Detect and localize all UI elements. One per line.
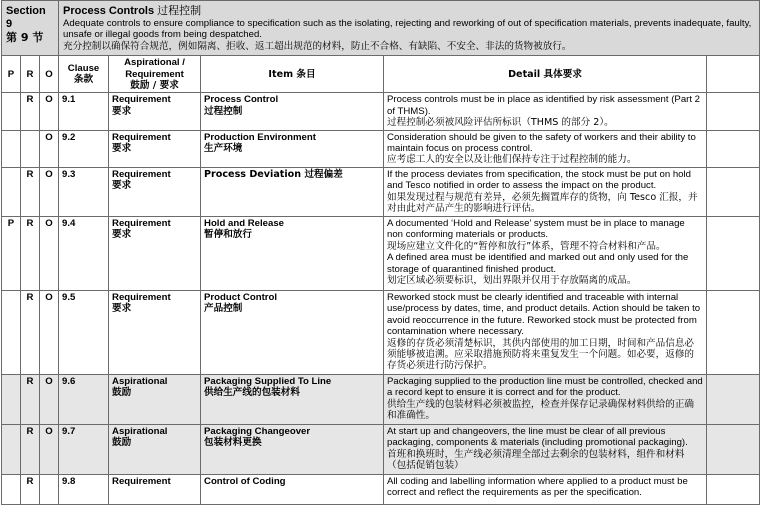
cell-clause: 9.7 (59, 424, 109, 474)
section-description: Adequate controls to ensure compliance to specification such as the isolating, rejecting and reworking of out of specification materials, prevents inadequate, faulty, unsafe or illegal goods from being despatched. (63, 18, 752, 41)
section-title (63, 4, 755, 18)
cell-r: R (21, 290, 40, 374)
cell-blank (707, 374, 760, 424)
col-header-r: R (21, 56, 40, 93)
cell-r: R (21, 216, 40, 290)
cell-type-cn: 要求 (112, 143, 132, 155)
section-label-cn: 第 9 节 (6, 31, 44, 44)
cell-item-cn: 产品控制 (204, 303, 243, 315)
cell-o: O (40, 374, 59, 424)
cell-p (2, 93, 21, 130)
cell-r: R (21, 167, 40, 216)
cell-type (109, 374, 201, 424)
process-controls-table (1, 0, 760, 505)
cell-item (201, 474, 384, 504)
col-header-detail: Detail 具体要求 (384, 56, 707, 93)
cell-p (2, 167, 21, 216)
cell-p (2, 130, 21, 167)
table-row (2, 290, 760, 374)
cell-detail-en: All coding and labelling information where applied to a product must be correct and reflect the requirements as per the specification. (387, 475, 688, 499)
cell-detail (384, 290, 707, 374)
cell-detail (384, 216, 707, 290)
col-header-clause-en: Clause (67, 62, 100, 74)
cell-detail-cn: 供给生产线的包装材料必须被监控，检查并保存记录确保材料供给的正确和准确性。 (387, 398, 695, 422)
cell-o: O (40, 167, 59, 216)
cell-o: O (40, 93, 59, 130)
cell-o: O (40, 290, 59, 374)
cell-clause: 9.6 (59, 374, 109, 424)
cell-type-cn: 鼓励 (112, 387, 132, 399)
cell-item (201, 93, 384, 130)
col-header-clause-cn: 条款 (73, 74, 94, 86)
col-header-clause (59, 56, 109, 93)
cell-item-cn: 生产环境 (204, 143, 243, 155)
cell-o: O (40, 216, 59, 290)
cell-p: P (2, 216, 21, 290)
col-header-o: O (40, 56, 59, 93)
col-header-aspirational-en: Aspirational / Requirement (124, 57, 185, 80)
col-header-item: Item 条目 (201, 56, 384, 93)
cell-type-en: Requirement (112, 291, 171, 303)
cell-item (201, 424, 384, 474)
cell-r: R (21, 424, 40, 474)
section-label: Section 9 (6, 5, 46, 30)
table-row (2, 167, 760, 216)
section-title-en: Process Controls (63, 5, 155, 17)
cell-item-en: Control of Coding (204, 475, 286, 487)
cell-item-cn: 过程控制 (204, 105, 243, 117)
cell-type-en: Aspirational (112, 425, 168, 437)
section-description-cn: 充分控制以确保符合规范，例如隔离、拒收、返工超出规范的材料，防止不合格、有缺陷、不安全、非法的货物被放行。 (63, 40, 572, 52)
document-page (1, 0, 759, 505)
cell-detail (384, 167, 707, 216)
cell-item-en: Hold and Release (204, 217, 284, 229)
cell-detail (384, 130, 707, 167)
cell-type-cn: 鼓励 (112, 437, 132, 449)
cell-clause: 9.4 (59, 216, 109, 290)
col-header-p: P (2, 56, 21, 93)
cell-r: R (21, 474, 40, 504)
cell-type-en: Requirement (112, 217, 171, 229)
cell-item-en: Packaging Changeover (204, 425, 311, 437)
table-row (2, 424, 760, 474)
col-header-aspirational (109, 56, 201, 93)
cell-clause: 9.3 (59, 167, 109, 216)
col-header-blank (707, 56, 760, 93)
cell-detail (384, 424, 707, 474)
cell-type-en: Requirement (112, 168, 171, 180)
cell-detail-en: Process controls must be in place as identified by risk assessment (Part 2 of THMS). (387, 94, 701, 117)
cell-item-cn: 供给生产线的包装材料 (204, 387, 300, 399)
cell-item-en: Production Environment (204, 131, 316, 143)
cell-type-en: Requirement (112, 131, 171, 143)
table-row (2, 374, 760, 424)
cell-clause: 9.8 (59, 474, 109, 504)
cell-blank (707, 424, 760, 474)
section-description-cell (59, 1, 760, 56)
cell-type (109, 167, 201, 216)
cell-detail-cn: 首班和换班时，生产线必须清理全部过去剩余的包装材料，组件和材料（包括促销包装） (387, 448, 685, 472)
cell-p (2, 424, 21, 474)
cell-item-en: Process Control (204, 94, 279, 106)
cell-detail-2-cn: 划定区域必须要标识，划出界限并仅用于存放隔离的成品。 (387, 274, 637, 286)
cell-detail-en: At start up and changeovers, the line must be clear of all previous packaging, components & materials (including promotional packaging). (387, 425, 688, 449)
cell-type-en: Requirement (112, 94, 171, 106)
cell-detail-cn: 返修的存货必须清楚标识，其供内部使用的加工日期，时间和产品信息必须能够被追溯。应采取措施预防将来重复发生一个问题。如必要，返修的存货必须进行防污保护。 (387, 337, 695, 372)
cell-blank (707, 474, 760, 504)
cell-item (201, 290, 384, 374)
cell-type (109, 290, 201, 374)
cell-type (109, 474, 201, 504)
cell-item (201, 216, 384, 290)
cell-type-cn: 要求 (112, 229, 132, 241)
cell-r: R (21, 374, 40, 424)
cell-r (21, 130, 40, 167)
cell-clause: 9.1 (59, 93, 109, 130)
cell-item-en: Process Deviation 过程偏差 (204, 168, 343, 180)
cell-blank (707, 167, 760, 216)
cell-item-en: Packaging Supplied To Line (204, 375, 332, 387)
cell-type (109, 216, 201, 290)
section-title-cn: 过程控制 (157, 4, 202, 17)
cell-type-en: Aspirational (112, 375, 168, 387)
section-label-cell (2, 1, 59, 56)
cell-clause: 9.5 (59, 290, 109, 374)
cell-p (2, 374, 21, 424)
cell-item-cn: 包装材料更换 (204, 437, 262, 449)
table-row (2, 93, 760, 130)
cell-detail-en: A documented ‘Hold and Release’ system must be in place to manage non conforming materials or products. (387, 217, 685, 241)
cell-detail-cn: 应考虑工人的安全以及让他们保持专注于过程控制的能力。 (387, 154, 637, 166)
cell-item-cn: 暂停和放行 (204, 229, 252, 241)
cell-type-cn: 要求 (112, 105, 132, 117)
cell-detail-2-en: A defined area must be identified and marked out and only used for the storage of quarantined finished product. (387, 252, 689, 275)
cell-o (40, 474, 59, 504)
table-row (2, 474, 760, 504)
cell-detail-cn: 过程控制必须被风险评估所标识（THMS 的部分 2）。 (387, 117, 614, 129)
cell-item (201, 130, 384, 167)
cell-item (201, 167, 384, 216)
cell-blank (707, 216, 760, 290)
cell-detail (384, 474, 707, 504)
column-header-row (2, 56, 760, 93)
cell-item-en: Product Control (204, 291, 278, 303)
cell-type (109, 130, 201, 167)
cell-p (2, 474, 21, 504)
cell-item (201, 374, 384, 424)
cell-type-en: Requirement (112, 475, 171, 487)
cell-r: R (21, 93, 40, 130)
table-row (2, 130, 760, 167)
cell-type-cn: 要求 (112, 180, 132, 192)
cell-o: O (40, 130, 59, 167)
table-row (2, 216, 760, 290)
cell-detail (384, 93, 707, 130)
col-header-aspirational-cn: 鼓励 / 要求 (130, 80, 179, 92)
cell-type (109, 424, 201, 474)
cell-detail-en: Packaging supplied to the production line must be controlled, checked and a record kept to ensure it is correct and for the product. (387, 375, 703, 399)
cell-detail-cn: 如果发现过程与规范有差异，必须先搁置库存的货物，向 Tesco 汇报，并对由此对产品产生的影响进行评估。 (387, 191, 698, 215)
cell-blank (707, 290, 760, 374)
cell-blank (707, 93, 760, 130)
cell-o: O (40, 424, 59, 474)
cell-type-cn: 要求 (112, 303, 132, 315)
cell-detail-cn: 现场应建立文件化的“暂停和放行”体系，管理不符合材料和产品。 (387, 240, 666, 252)
section-header-row (2, 1, 760, 56)
cell-detail-en: If the process deviates from specification, the stock must be put on hold and Tesco notified in order to assess the impact on the product. (387, 168, 691, 192)
cell-detail-en: Consideration should be given to the safety of workers and their ability to maintain focus on process control. (387, 131, 696, 155)
cell-blank (707, 130, 760, 167)
cell-p (2, 290, 21, 374)
cell-clause: 9.2 (59, 130, 109, 167)
cell-type (109, 93, 201, 130)
cell-detail-en: Reworked stock must be clearly identified and traceable with internal use/process by dates, time, and product details. Action should be taken to avoid reoccurrence in the future. Reworked stock must be protected from contamination where necessary. (387, 291, 701, 338)
cell-detail (384, 374, 707, 424)
